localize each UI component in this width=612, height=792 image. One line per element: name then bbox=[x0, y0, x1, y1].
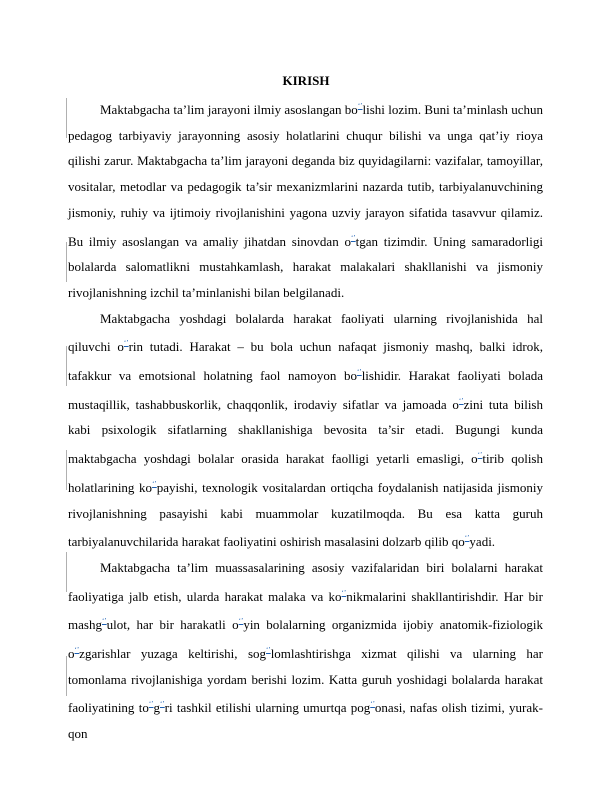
paragraph-text: ri tashkil etilishi ularning umurtqa pog bbox=[164, 700, 371, 716]
paragraph-text: payishi, texnologik vositalardan ortiqcha foydalanish natijasida jismoniy rivojlanishning pasayishi kabi muammolar kuzatilmoqda. Bu esa katta guruh tarbiyalanuvchilarida harakat faoliyatini oshirish masalasini dolzarb qilib qo bbox=[68, 479, 543, 550]
apostrophe-link[interactable]: ‘’ bbox=[458, 396, 464, 405]
apostrophe-link[interactable]: ‘’ bbox=[74, 646, 80, 655]
paragraph-text: yadi. bbox=[469, 534, 496, 550]
body-paragraph bbox=[68, 306, 543, 555]
margin-change-bar bbox=[66, 552, 67, 592]
paragraph-text: nikmalarini shakllantirishdir. Har bir mashg bbox=[68, 588, 543, 633]
margin-change-bar bbox=[66, 346, 67, 386]
body-paragraph bbox=[68, 94, 543, 306]
apostrophe-link[interactable]: ‘’ bbox=[464, 534, 470, 543]
margin-change-bar bbox=[66, 656, 67, 696]
apostrophe-link[interactable]: ‘’ bbox=[160, 700, 165, 709]
apostrophe-link[interactable]: ‘’ bbox=[357, 368, 362, 377]
apostrophe-link[interactable]: ‘’ bbox=[152, 479, 157, 488]
document-body bbox=[68, 94, 543, 747]
paragraph-text: ulot, har bir harakatli o bbox=[106, 617, 239, 633]
apostrophe-link[interactable]: ‘’ bbox=[238, 617, 244, 626]
paragraph-text: lishidir. Harakat faoliyati bolada mustaqillik, tashabbuskorlik, chaqqonlik, irodaviy sifatlar va jamoada o bbox=[68, 368, 544, 412]
apostrophe-link[interactable]: ‘’ bbox=[477, 451, 483, 460]
paragraph-text: zini tuta bilish kabi psixologik sifatlarning shakllanishiga bevosita ta’sir etadi. Bugungi kunda maktabgacha yoshdagi bolalar orasida harakat faolligi yetarli emasligi, o bbox=[68, 396, 543, 467]
margin-change-bar bbox=[66, 450, 67, 490]
paragraph-text: Maktabgacha ta’lim jarayoni ilmiy asoslangan bo bbox=[100, 102, 358, 117]
paragraph-text: onasi, nafas olish tizimi, yurak-qon bbox=[68, 700, 543, 742]
page-title: KIRISH bbox=[282, 73, 330, 88]
apostrophe-link[interactable]: ‘’ bbox=[370, 700, 375, 709]
body-paragraph bbox=[68, 555, 543, 747]
apostrophe-link[interactable]: ‘’ bbox=[357, 102, 363, 110]
margin-change-bar bbox=[66, 242, 67, 282]
paragraph-text: lomlashtirishga xizmat qilishi va ularning har tomonlama rivojlanishiga yordam berishi lozim. Katta guruh yoshidagi bolalarda harakat faoliyatining to bbox=[68, 646, 543, 716]
paragraph-text: rin tutadi. Harakat – bu bola uchun nafaqat jismoniy mashq, balki idrok, tafakkur va emotsional holatning faol namoyon bo bbox=[68, 339, 543, 384]
apostrophe-link[interactable]: ‘’ bbox=[148, 700, 154, 709]
paragraph-text: tgan tizimdir. Uning samaradorligi bolalarda salomatlikni mustahkamlash, harakat malakalari shakllanishi va jismoniy rivojlanishning izchil ta’minlanishi bilan belgilanadi. bbox=[68, 233, 543, 300]
paragraph-text: yin bolalarning organizmida ijobiy anatomik-fiziologik o bbox=[68, 617, 543, 662]
apostrophe-link[interactable]: ‘’ bbox=[101, 617, 107, 626]
paragraph-text: g bbox=[153, 700, 160, 716]
paragraph-text: zgarishlar yuzaga keltirishi, sog bbox=[79, 646, 267, 662]
paragraph-text: tirib qolish holatlarining ko bbox=[68, 451, 543, 495]
paragraph-text: lishi lozim. Buni ta’minlash uchun pedagog tarbiyaviy jarayonning asosiy holatlarini chuqur bilishi va unga qat’iy rioya qilishi zarur. Maktabgacha ta’lim jarayoni deganda biz quyidagilarni: vazifalar, tamoyillar, vositalar, metodlar va pedagogik ta’sir mexanizmlarini nazarda tutib, tarbiyalanuvchining jismoniy, ruhiy va ijtimoiy rivojlanishini yagona uzviy jarayon sifatida tasavvur qilamiz. Bu ilmiy asoslangan va amaliy jihatdan sinovdan o bbox=[68, 102, 543, 249]
margin-change-bar bbox=[66, 98, 67, 138]
apostrophe-link[interactable]: ‘’ bbox=[266, 646, 271, 655]
apostrophe-link[interactable]: ‘’ bbox=[350, 233, 356, 242]
paragraph-text: Maktabgacha ta’lim muassasalarining asosiy vazifalaridan biri bolalarni harakat faoliyatiga jalb etish, ularda harakat malaka va ko bbox=[68, 559, 543, 604]
apostrophe-link[interactable]: ‘’ bbox=[123, 339, 129, 348]
paragraph-text: Maktabgacha yoshdagi bolalarda harakat faoliyati ularning rivojlanishida hal qiluvchi o bbox=[68, 310, 543, 355]
apostrophe-link[interactable]: ‘’ bbox=[341, 588, 347, 597]
